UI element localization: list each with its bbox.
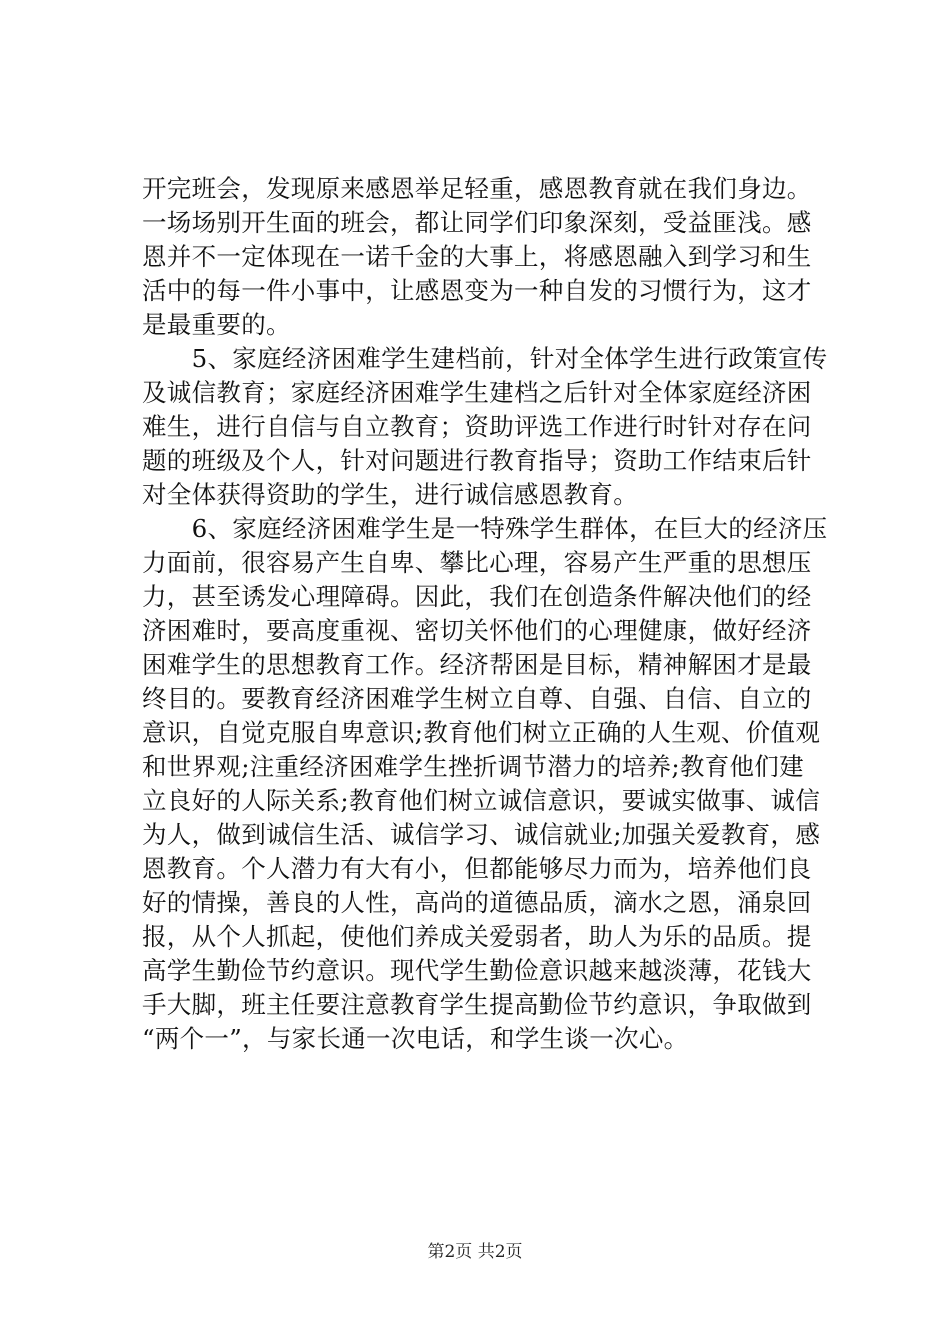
- text-line: 济困难时，要高度重视、密切关怀他们的心理健康，做好经济: [142, 616, 812, 645]
- document-body: [142, 172, 828, 1056]
- text-line: 为人，做到诚信生活、诚信学习、诚信就业;加强关爱教育，感: [142, 820, 821, 849]
- text-line: 力，甚至诱发心理障碍。因此，我们在创造条件解决他们的经: [142, 582, 812, 611]
- text-line: 终目的。要教育经济困难学生树立自尊、自强、自信、自立的: [142, 684, 812, 713]
- text-line: 高学生勤俭节约意识。现代学生勤俭意识越来越淡薄，花钱大: [142, 956, 812, 985]
- text-line: 力面前，很容易产生自卑、攀比心理，容易产生严重的思想压: [142, 548, 812, 577]
- text-line: 开完班会，发现原来感恩举足轻重，感恩教育就在我们身边。: [142, 174, 812, 203]
- text-line: 难生，进行自信与自立教育；资助评选工作进行时针对存在问: [142, 412, 812, 441]
- text-line: 立良好的人际关系;教育他们树立诚信意识，要诚实做事、诚信: [142, 786, 821, 815]
- text-line: 6、家庭经济困难学生是一特殊学生群体，在巨大的经济压: [142, 514, 828, 543]
- text-line: 对全体获得资助的学生，进行诚信感恩教育。: [142, 480, 638, 509]
- text-line: 困难学生的思想教育工作。经济帮困是目标，精神解困才是最: [142, 650, 812, 679]
- text-line: 一场场别开生面的班会，都让同学们印象深刻，受益匪浅。感: [142, 208, 812, 237]
- text-line: 活中的每一件小事中，让感恩变为一种自发的习惯行为，这才: [142, 276, 812, 305]
- page-number-footer: 第2页 共2页: [427, 1242, 523, 1262]
- text-line: 5、家庭经济困难学生建档前，针对全体学生进行政策宣传: [142, 344, 828, 373]
- text-line: “两个一”，与家长通一次电话，和学生谈一次心。: [142, 1024, 689, 1053]
- text-line: 及诚信教育；家庭经济困难学生建档之后针对全体家庭经济困: [142, 378, 812, 407]
- text-line: 好的情操，善良的人性，高尚的道德品质，滴水之恩，涌泉回: [142, 888, 812, 917]
- text-line: 和世界观;注重经济困难学生挫折调节潜力的培养;教育他们建: [142, 752, 804, 781]
- text-line: 题的班级及个人，针对问题进行教育指导；资助工作结束后针: [142, 446, 812, 475]
- text-line: 是最重要的。: [142, 310, 291, 339]
- text-line: 恩并不一定体现在一诺千金的大事上，将感恩融入到学习和生: [142, 242, 812, 271]
- text-line: 恩教育。个人潜力有大有小，但都能够尽力而为，培养他们良: [142, 854, 812, 883]
- text-line: 报，从个人抓起，使他们养成关爱弱者，助人为乐的品质。提: [142, 922, 812, 951]
- text-line: 手大脚，班主任要注意教育学生提高勤俭节约意识，争取做到: [142, 990, 812, 1019]
- text-line: 意识，自觉克服自卑意识;教育他们树立正确的人生观、价值观: [142, 718, 821, 747]
